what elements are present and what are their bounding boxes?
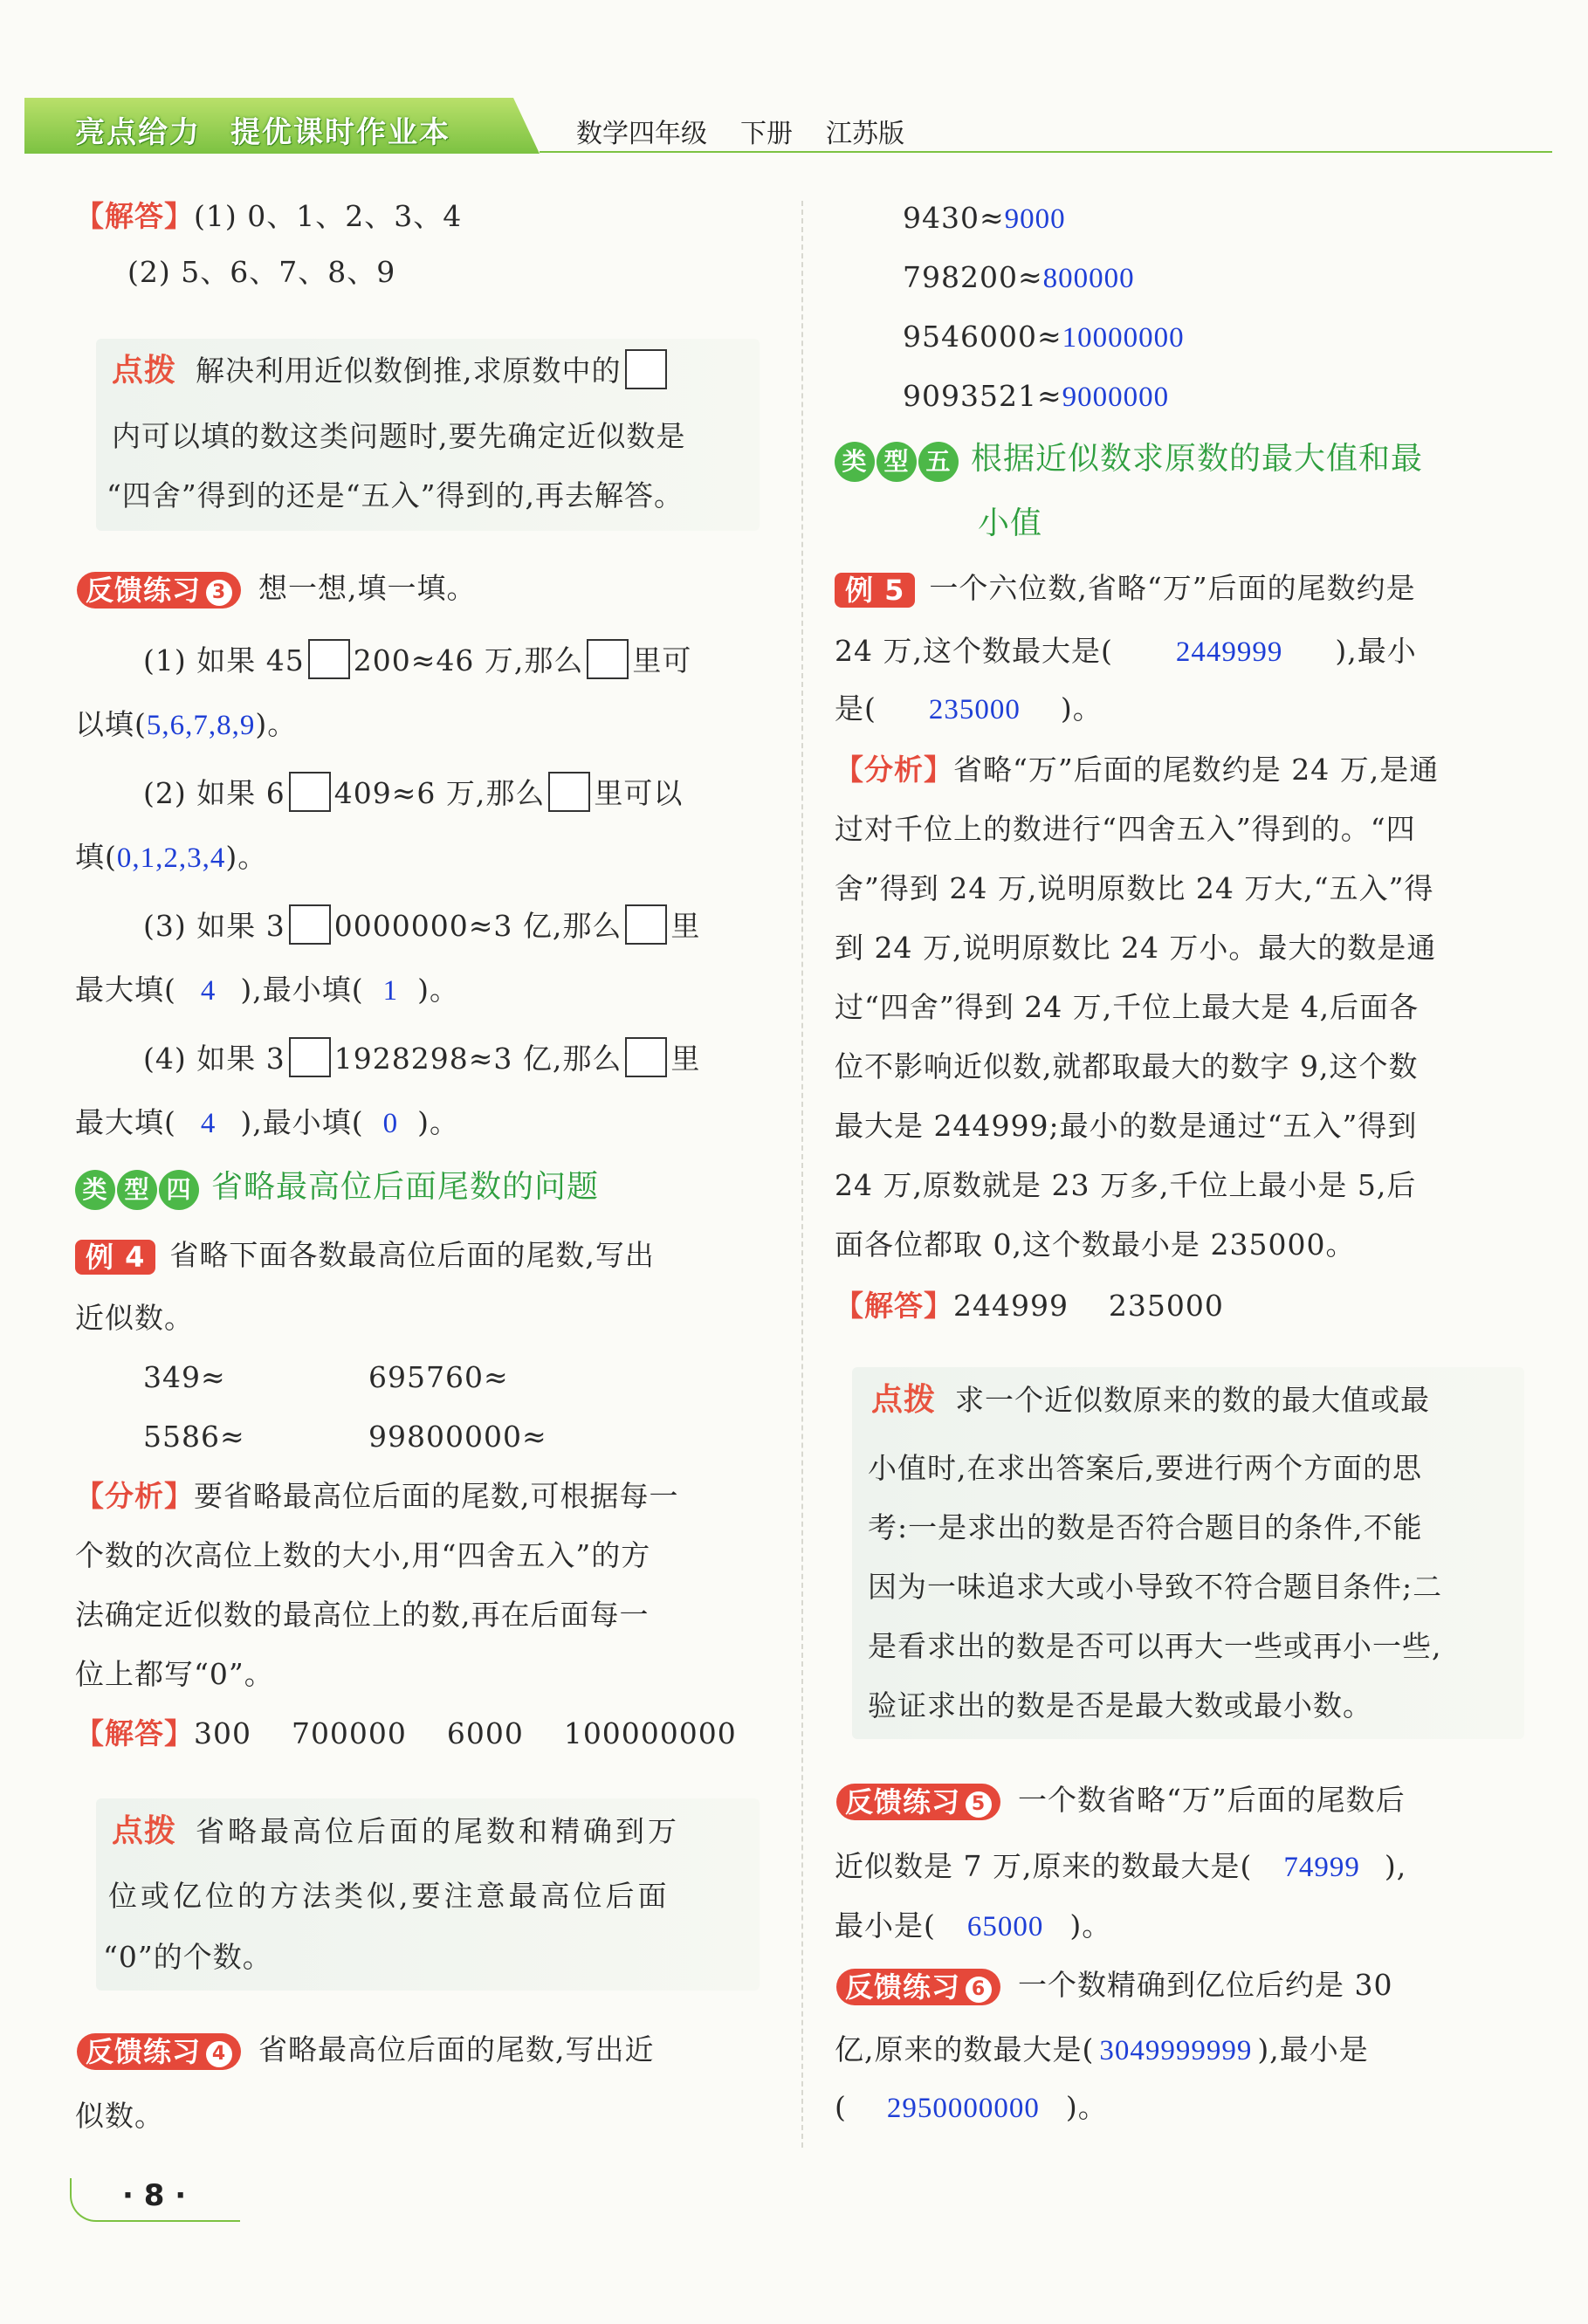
- solution-tag: 【解答】: [75, 1716, 194, 1750]
- example-text: ),最小: [1335, 634, 1417, 668]
- solution-4: [75, 1715, 737, 1753]
- feedback-text: )。: [1065, 2090, 1108, 2124]
- q3-line-2: [75, 971, 459, 1010]
- example-4-line-2: 近似数。: [75, 1301, 194, 1335]
- feedback-badge: [77, 2033, 241, 2070]
- feedback-3-heading: [77, 569, 477, 609]
- example-4-num-2: 695760≈: [368, 1360, 509, 1394]
- feedback-badge: [836, 1784, 1000, 1820]
- analysis-5-line-3: 舍”得到 24 万,说明原数比 24 万大,“五入”得: [835, 871, 1434, 905]
- q-text: ),最小填(: [240, 1105, 364, 1139]
- q-text: 里可以: [594, 776, 684, 810]
- blank-box[interactable]: [308, 639, 350, 679]
- analysis-text: 要省略最高位后面的尾数,可根据每一: [194, 1479, 679, 1513]
- category-char: 类: [835, 442, 875, 482]
- analysis-text: 省略“万”后面的尾数约是 24 万,是通: [953, 753, 1440, 787]
- category-title: 省略最高位后面尾数的问题: [211, 1169, 600, 1205]
- feedback-4-line-2: 似数。: [75, 2099, 164, 2133]
- category-5-title-2: 小值: [978, 505, 1043, 541]
- analysis-5-line-1: [835, 751, 1439, 789]
- tip3-line-3: 考:一是求出的数是否符合题目的条件,不能: [868, 1510, 1423, 1544]
- answer-value: 1: [382, 975, 399, 1007]
- example-text: 一个六位数,省略“万”后面的尾数约是: [929, 571, 1416, 605]
- q-text: 200≈46 万,那么: [353, 643, 584, 677]
- q-text: 以填(: [75, 707, 147, 741]
- series-name: 提优课时作业本: [230, 115, 450, 150]
- q-text: )。: [417, 1105, 459, 1139]
- example-4-num-3: 5586≈: [143, 1420, 245, 1454]
- r-text: 798200≈: [903, 260, 1043, 294]
- blank-box[interactable]: [289, 772, 331, 812]
- blank-box[interactable]: [625, 904, 667, 945]
- tip-title: 点拨: [871, 1382, 937, 1418]
- brand-name: 亮点给力: [75, 115, 201, 150]
- tip3-line-4: 因为一味追求大或小导致不符合题目条件;二: [868, 1570, 1443, 1604]
- feedback-text: 省略最高位后面的尾数,写出近: [258, 2032, 655, 2066]
- q-text: (2) 如果 6: [143, 776, 285, 810]
- category-char: 类: [75, 1170, 115, 1210]
- analysis-5-line-5: 过“四舍”得到 24 万,千位上最大是 4,后面各: [835, 990, 1420, 1024]
- category-char: 五: [918, 442, 959, 482]
- r-text: 9093521≈: [903, 379, 1062, 413]
- answer-value: 800000: [1042, 263, 1135, 294]
- analysis-5-line-2: 过对千位上的数进行“四舍五入”得到的。“四: [835, 812, 1416, 846]
- tip3-line-6: 验证求出的数是否是最大数或最小数。: [868, 1688, 1372, 1722]
- example-badge: 例 5: [835, 573, 915, 608]
- q4-line-2: [75, 1104, 459, 1143]
- r-line-4: [903, 377, 1169, 416]
- analysis-5-line-4: 到 24 万,说明原数比 24 万小。最大的数是通: [835, 931, 1437, 965]
- page-header: [24, 98, 1552, 154]
- tip2-line-2: 位或亿位的方法类似,要注意最高位后面: [108, 1879, 670, 1913]
- feedback-text: 一个数省略“万”后面的尾数后: [1018, 1783, 1406, 1817]
- example-text: )。: [1060, 691, 1103, 725]
- category-char: 型: [117, 1170, 157, 1210]
- tip1-line-3: “四舍”得到的还是“五入”得到的,再去解答。: [107, 478, 684, 512]
- r-line-3: [903, 318, 1185, 357]
- feedback-5-line-2: [835, 1847, 1406, 1887]
- blank-box[interactable]: [587, 639, 629, 679]
- category-badge: [835, 441, 960, 482]
- column-divider: [801, 201, 803, 2148]
- answer-tag: 【解答】: [75, 199, 194, 233]
- badge-label: 反馈练习: [845, 1970, 961, 2004]
- answer-line-1: [75, 197, 462, 236]
- answer-text: (1) 0、1、2、3、4: [194, 199, 463, 233]
- example-5-line-2: [835, 632, 1417, 671]
- brand-title: [75, 108, 450, 151]
- q-text: 0000000≈3 亿,那么: [333, 909, 622, 943]
- feedback-text: 最小是(: [835, 1908, 936, 1942]
- blank-box[interactable]: [548, 772, 590, 812]
- q-text: (4) 如果 3: [143, 1042, 285, 1076]
- answer-value: 0,1,2,3,4: [116, 842, 226, 874]
- badge-label: 反馈练习: [86, 2035, 202, 2068]
- answer-value: 74999: [1283, 1852, 1360, 1883]
- example-badge: 例 4: [75, 1240, 155, 1275]
- q-text: 里: [670, 1042, 701, 1076]
- example-4-num-4: 99800000≈: [368, 1420, 547, 1454]
- feedback-badge: [77, 572, 241, 609]
- category-char: 四: [159, 1170, 199, 1210]
- analysis-tag: 【分析】: [835, 753, 953, 787]
- q-text: 里: [670, 909, 701, 943]
- example-4-num-1: 349≈: [143, 1360, 226, 1394]
- badge-label: 反馈练习: [845, 1785, 961, 1819]
- q2-line-2: [75, 838, 267, 877]
- blank-box[interactable]: [625, 1037, 667, 1077]
- badge-number: 5: [966, 1791, 992, 1818]
- analysis-5-line-7: 最大是 244999;最小的数是通过“五入”得到: [835, 1109, 1418, 1143]
- answer-line-2: (2) 5、6、7、8、9: [127, 255, 396, 289]
- blank-box[interactable]: [289, 904, 331, 945]
- answer-value: 5,6,7,8,9: [146, 710, 256, 741]
- answer-value: 10000000: [1062, 322, 1185, 354]
- answer-value: 2950000000: [886, 2093, 1040, 2124]
- answer-value: 235000: [928, 694, 1021, 725]
- tip2-line-3: “0”的个数。: [103, 1940, 272, 1974]
- answer-value: 65000: [966, 1911, 1044, 1942]
- q4-line-1: [143, 1037, 700, 1078]
- tip-title: 点拨: [112, 353, 177, 388]
- analysis-4-line-1: [75, 1477, 679, 1516]
- blank-box: [625, 349, 667, 389]
- q1-line-2: [75, 705, 297, 745]
- feedback-5-line-3: [835, 1907, 1111, 1946]
- analysis-4-line-3: 法确定近似数的最高位上的数,再在后面每一: [75, 1598, 650, 1632]
- solution-text: 244999 235000: [953, 1289, 1224, 1323]
- feedback-5-heading: [836, 1781, 1406, 1820]
- edition-label: 江苏版: [826, 119, 904, 149]
- feedback-text: 亿,原来的数最大是(: [835, 2032, 1095, 2066]
- r-text: 9546000≈: [903, 320, 1062, 354]
- tip-title: 点拨: [112, 1813, 177, 1849]
- header-rule: [540, 151, 1552, 153]
- subject-label: 数学四年级: [576, 119, 707, 149]
- q-text: 最大填(: [75, 973, 176, 1007]
- r-line-1: [903, 199, 1066, 238]
- feedback-text: )。: [1069, 1908, 1112, 1942]
- badge-number: 6: [966, 1977, 992, 2003]
- example-text: 省略下面各数最高位后面的尾数,写出: [169, 1238, 655, 1272]
- tip3-line-2: 小值时,在求出答案后,要进行两个方面的思: [868, 1451, 1422, 1485]
- answer-value: 2449999: [1175, 636, 1283, 668]
- tip1-line-1: [112, 349, 670, 390]
- answer-value: 0: [382, 1108, 399, 1139]
- tip2-line-1: [112, 1812, 680, 1851]
- tip-text: 省略最高位后面的尾数和精确到万: [196, 1814, 681, 1848]
- feedback-text: ),最小是: [1257, 2032, 1369, 2066]
- tip-box-3: [852, 1367, 1524, 1739]
- page-number: · 8 ·: [122, 2178, 187, 2213]
- answer-value: 4: [200, 1108, 217, 1139]
- solution-text: 300 700000 6000 100000000: [194, 1716, 737, 1750]
- volume-label: 下册: [740, 119, 793, 149]
- feedback-4-heading: [77, 2031, 655, 2070]
- q-text: 409≈6 万,那么: [333, 776, 546, 810]
- example-text: 24 万,这个数最大是(: [835, 634, 1113, 668]
- badge-number: 4: [206, 2041, 232, 2067]
- answer-value: 9000: [1004, 203, 1066, 235]
- feedback-text: (: [835, 2090, 847, 2124]
- badge-label: 反馈练习: [86, 574, 202, 607]
- q2-line-1: [143, 772, 683, 813]
- q-text: 填(: [75, 840, 117, 874]
- feedback-text: 一个数精确到亿位后约是 30: [1018, 1968, 1393, 2002]
- category-title: 根据近似数求原数的最大值和最: [971, 441, 1424, 477]
- category-4-heading: [75, 1168, 599, 1210]
- feedback-6-line-2: [835, 2031, 1369, 2070]
- feedback-6-heading: [836, 1966, 1393, 2005]
- solution-5: [835, 1287, 1224, 1325]
- q-text: )。: [255, 707, 298, 741]
- q-text: )。: [225, 840, 268, 874]
- feedback-text: ),: [1384, 1849, 1407, 1883]
- tip3-line-5: 是看求出的数是否可以再大一些或再小一些,: [868, 1629, 1442, 1663]
- tip3-line-1: [871, 1381, 1430, 1420]
- q-text: (1) 如果 45: [143, 643, 305, 677]
- example-5-line-3: [835, 690, 1103, 729]
- analysis-5-line-9: 面各位都取 0,这个数最小是 235000。: [835, 1227, 1356, 1262]
- q-text: (3) 如果 3: [143, 909, 285, 943]
- blank-box[interactable]: [289, 1037, 331, 1077]
- analysis-4-line-4: 位上都写“0”。: [75, 1657, 274, 1691]
- badge-number: 3: [206, 580, 232, 606]
- book-meta: [576, 112, 904, 150]
- q-text: )。: [417, 973, 459, 1007]
- tip1-line-2: 内可以填的数这类问题时,要先确定近似数是: [112, 419, 686, 453]
- category-badge: [75, 1169, 201, 1210]
- answer-value: 3049999999: [1099, 2035, 1253, 2066]
- q-text: 最大填(: [75, 1105, 176, 1139]
- solution-tag: 【解答】: [835, 1289, 953, 1323]
- analysis-4-line-2: 个数的次高位上数的大小,用“四舍五入”的方: [75, 1538, 651, 1572]
- example-5-line-1: [835, 569, 1416, 608]
- example-text: 是(: [835, 691, 876, 725]
- r-line-2: [903, 258, 1135, 298]
- answer-value: 4: [200, 975, 217, 1007]
- analysis-5-line-6: 位不影响近似数,就都取最大的数字 9,这个数: [835, 1049, 1419, 1083]
- feedback-text: 想一想,填一填。: [258, 571, 477, 605]
- q-text: 里可: [632, 643, 692, 677]
- r-text: 9430≈: [903, 201, 1005, 235]
- q-text: ),最小填(: [240, 973, 364, 1007]
- analysis-5-line-8: 24 万,原数就是 23 万多,千位上最小是 5,后: [835, 1168, 1417, 1202]
- q1-line-1: [143, 639, 691, 680]
- tip-text: 解决利用近似数倒推,求原数中的: [196, 354, 622, 388]
- category-char: 型: [876, 442, 917, 482]
- page-number-box: [70, 2178, 240, 2222]
- q3-line-1: [143, 904, 700, 945]
- example-4-line-1: [75, 1236, 655, 1275]
- q-text: 1928298≈3 亿,那么: [333, 1042, 622, 1076]
- feedback-6-line-3: [835, 2088, 1108, 2128]
- category-5-heading: [835, 440, 1423, 482]
- feedback-text: 近似数是 7 万,原来的数最大是(: [835, 1849, 1253, 1883]
- analysis-tag: 【分析】: [75, 1479, 194, 1513]
- feedback-badge: [836, 1969, 1000, 2005]
- tip-text: 求一个近似数原来的数的最大值或最: [955, 1383, 1431, 1417]
- answer-value: 9000000: [1062, 382, 1170, 413]
